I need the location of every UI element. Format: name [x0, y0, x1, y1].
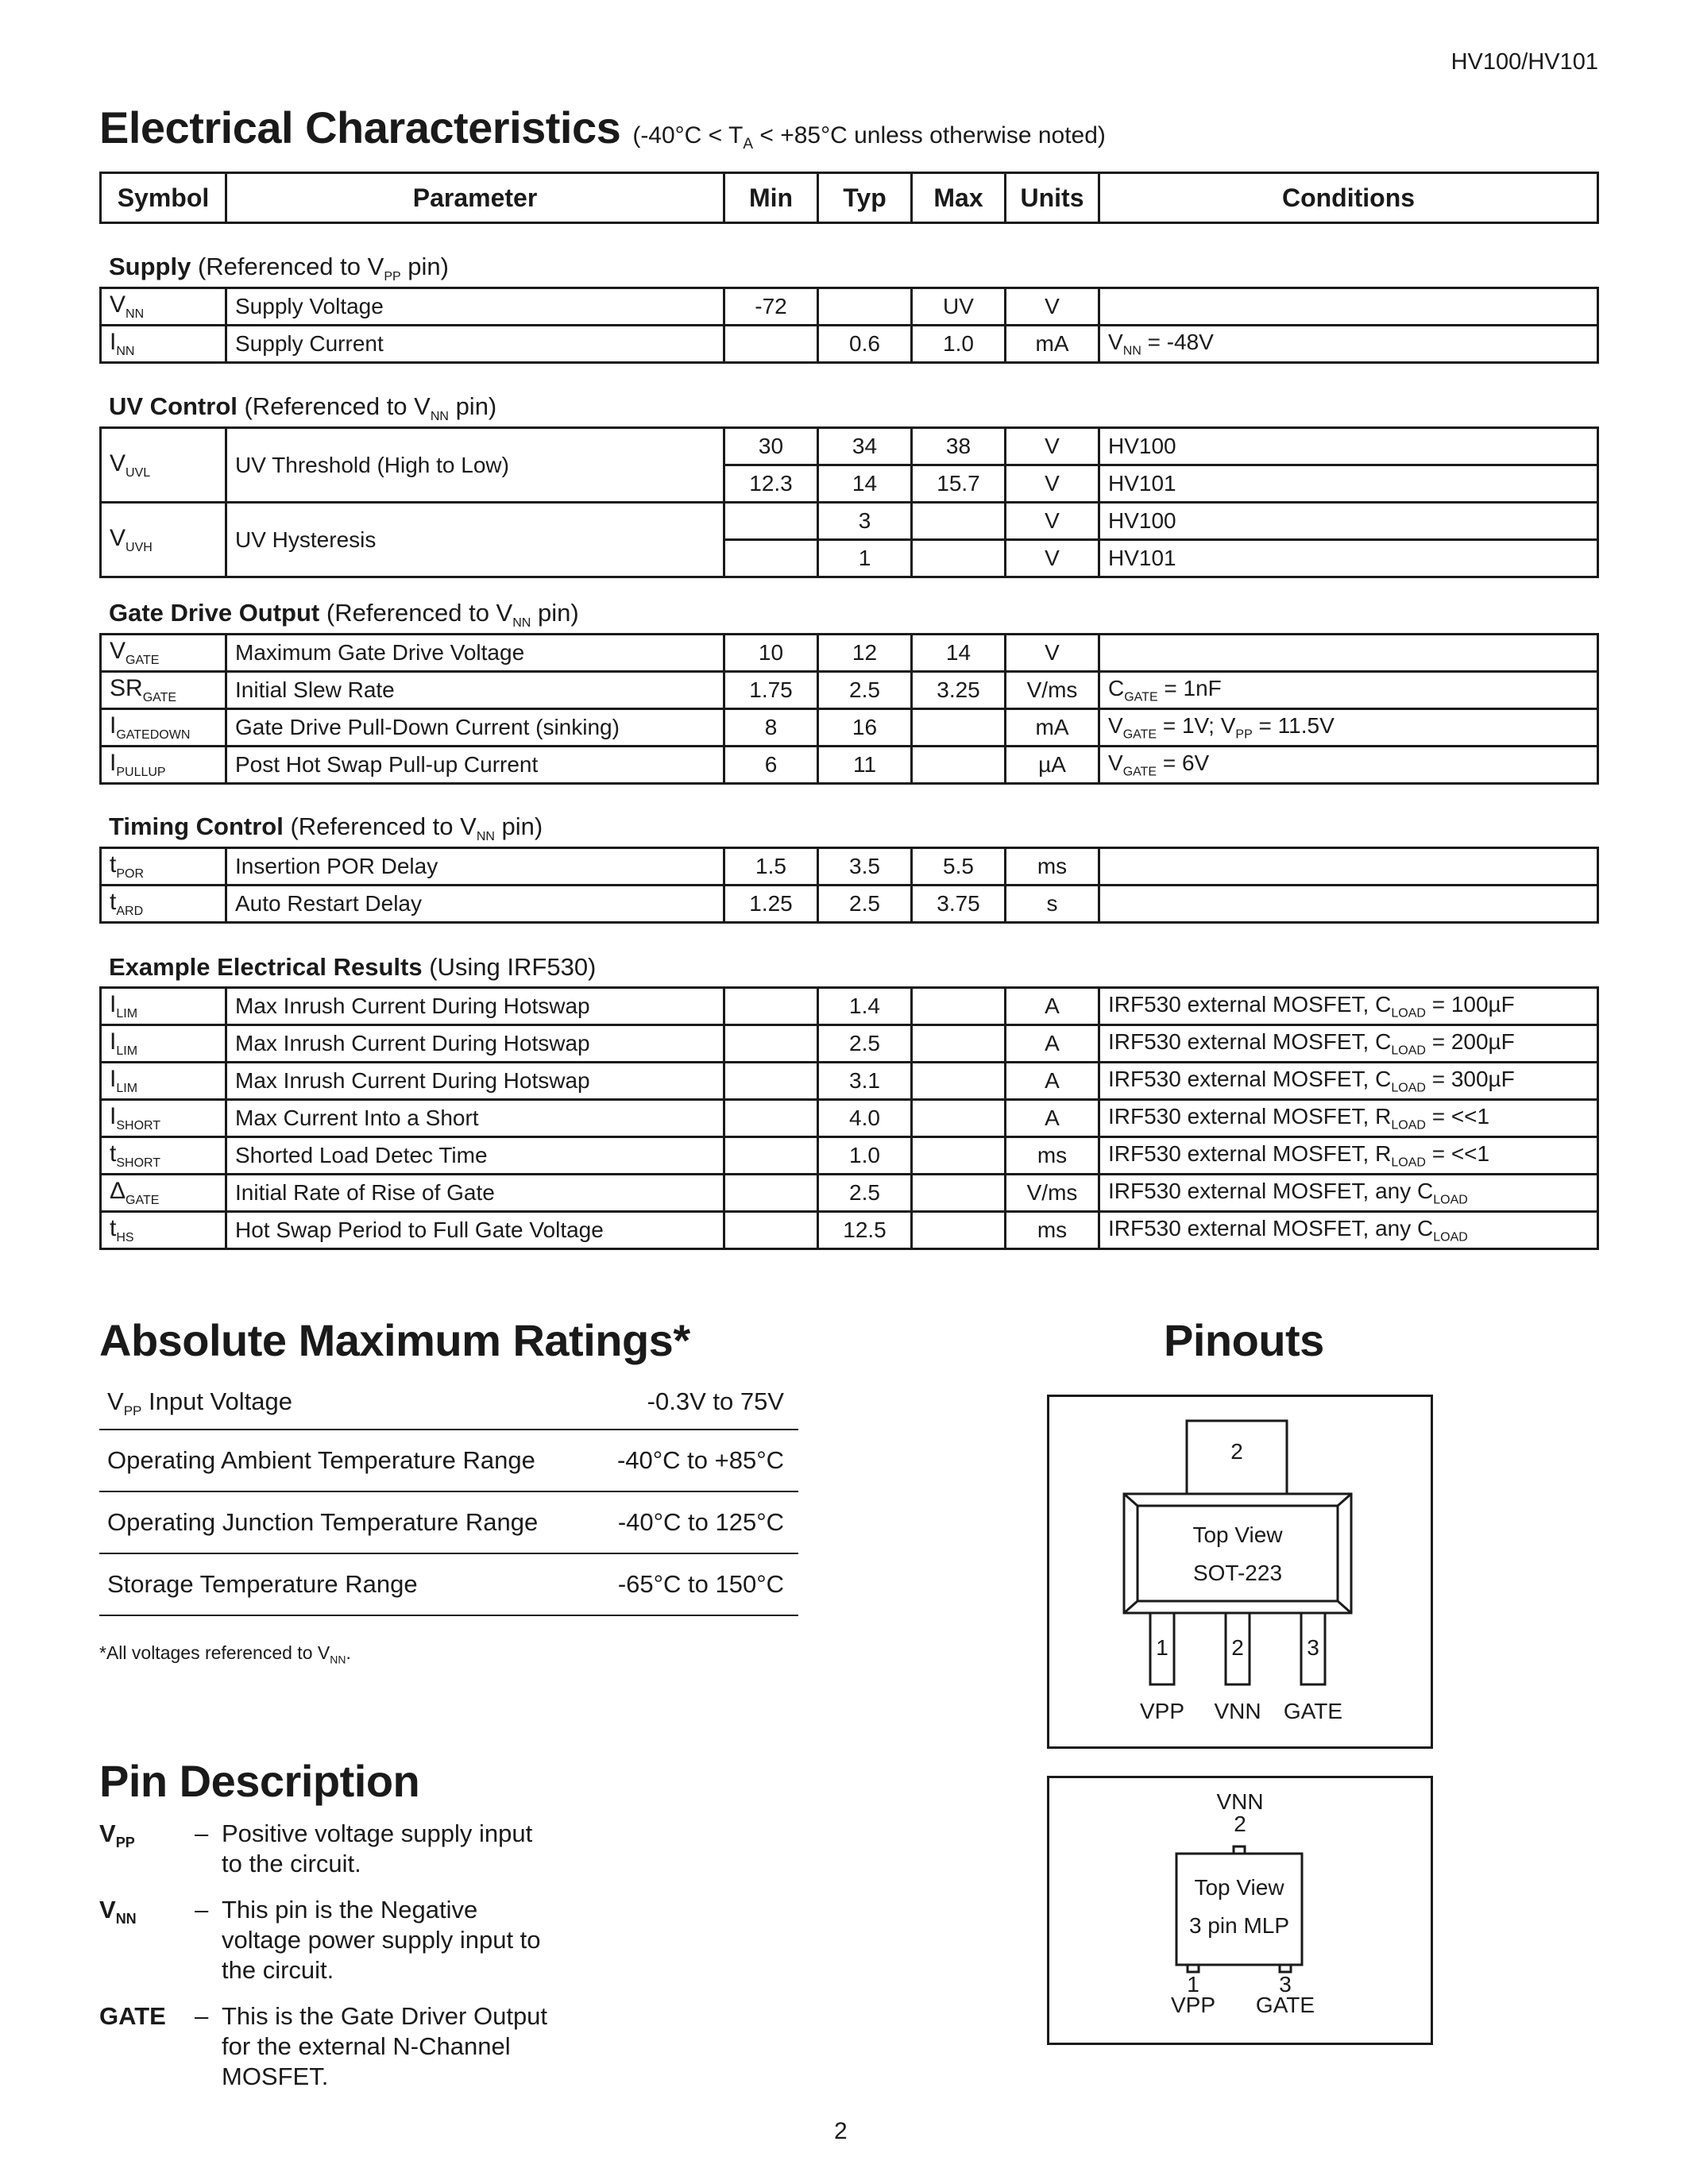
- table-row: [101, 747, 1598, 784]
- symbol-cell: $SR_{GATE}$: [101, 672, 226, 709]
- typ-cell: 1: [818, 540, 912, 577]
- units-cell: V: [1006, 288, 1099, 326]
- sot223-package-label: SOT-223: [1192, 1561, 1283, 1585]
- table-row: [101, 1212, 1598, 1249]
- conditions-cell: $V_{GATE} = 6V$: [1099, 747, 1598, 784]
- pin-dash: –: [195, 1819, 209, 1847]
- typ-cell: 3: [818, 503, 912, 540]
- amr-value: -0.3V to 75V: [647, 1387, 784, 1415]
- conditions-cell: IRF530 external MOSFET, $C_{LOAD} = 100\mu F$: [1099, 988, 1598, 1025]
- units-cell: A: [1006, 988, 1099, 1025]
- symbol-cell: $I_{LIM}$: [101, 1025, 226, 1063]
- table-row: [101, 886, 1598, 923]
- table-row: [101, 1025, 1598, 1063]
- ec-header-row: [101, 173, 1598, 223]
- max-cell: 3.25: [912, 672, 1006, 709]
- sot223-tab-pin-label: 2: [1230, 1439, 1243, 1464]
- table-row: [101, 326, 1598, 363]
- amr-footnote: *All voltages referenced to $V_{NN}$.: [99, 1642, 351, 1666]
- col-typ: Typ: [818, 173, 912, 223]
- symbol-cell: $I_{NN}$: [101, 326, 226, 363]
- list-item: [99, 1492, 798, 1554]
- parameter-cell: Initial Slew Rate: [226, 672, 724, 709]
- col-symbol: Symbol: [101, 173, 226, 223]
- conditions-cell: $C_{GATE} = 1nF$: [1099, 672, 1598, 709]
- typ-cell: 2.5: [818, 1175, 912, 1212]
- col-conditions: Conditions: [1099, 173, 1598, 223]
- table-row: [101, 709, 1598, 747]
- symbol-cell: $t_{HS}$: [101, 1212, 226, 1249]
- min-cell: 6: [724, 747, 818, 784]
- conditions-cell: HV101: [1099, 540, 1598, 577]
- pin-dash: –: [195, 2002, 209, 2030]
- conditions-cell: IRF530 external MOSFET, $C_{LOAD} = 300\mu F$: [1099, 1063, 1598, 1100]
- parameter-cell: Maximum Gate Drive Voltage: [226, 635, 724, 672]
- typ-cell: 3.5: [818, 848, 912, 886]
- conditions-cell: [1099, 848, 1598, 886]
- page-number: 2: [834, 2118, 848, 2144]
- min-cell: [724, 326, 818, 363]
- typ-cell: 16: [818, 709, 912, 747]
- min-cell: [724, 1137, 818, 1175]
- parameter-cell: Hot Swap Period to Full Gate Voltage: [226, 1212, 724, 1249]
- pin-desc: This pin is the Negative voltage power supply input to the circuit.: [222, 1896, 541, 1984]
- pin-desc: This is the Gate Driver Output for the external N-Channel MOSFET.: [222, 2002, 548, 2090]
- sot223-pin-2-label: 2: [1231, 1635, 1244, 1660]
- typ-cell: 3.1: [818, 1063, 912, 1100]
- col-max: Max: [912, 173, 1006, 223]
- max-cell: [912, 503, 1006, 540]
- max-cell: 3.75: [912, 886, 1006, 923]
- parameter-cell: Gate Drive Pull-Down Current (sinking): [226, 709, 724, 747]
- sot223-pin-3-label: 3: [1307, 1635, 1319, 1660]
- mlp-top-pin-name: VNN: [1216, 1789, 1264, 1814]
- parameter-cell: Max Current Into a Short: [226, 1100, 724, 1137]
- max-cell: 5.5: [912, 848, 1006, 886]
- table-row: [101, 1137, 1598, 1175]
- table-row: [101, 428, 1598, 465]
- units-cell: ms: [1006, 1137, 1099, 1175]
- symbol-cell: $I_{PULLUP}$: [101, 747, 226, 784]
- pin-name: GATE: [99, 2002, 166, 2030]
- amr-label: Operating Ambient Temperature Range: [107, 1446, 535, 1474]
- typ-cell: 12.5: [818, 1212, 912, 1249]
- pin-description-title: Pin Description: [99, 1756, 420, 1806]
- min-cell: -72: [724, 288, 818, 326]
- table-row: [101, 288, 1598, 326]
- ec-title: [99, 102, 1106, 153]
- min-cell: [724, 1063, 818, 1100]
- amr-value: -40°C to +85°C: [616, 1446, 784, 1474]
- example-table: [99, 986, 1599, 1250]
- max-cell: [912, 1212, 1006, 1249]
- list-item: [99, 1554, 798, 1616]
- ec-title-text: Electrical Characteristics: [99, 102, 621, 152]
- units-cell: mA: [1006, 326, 1099, 363]
- typ-cell: 1.4: [818, 988, 912, 1025]
- max-cell: 38: [912, 428, 1006, 465]
- min-cell: 30: [724, 428, 818, 465]
- col-min: Min: [724, 173, 818, 223]
- amr-title: Absolute Maximum Ratings*: [99, 1315, 690, 1365]
- pin-dash: –: [195, 1896, 209, 1924]
- group-timing-title: Timing Control (Referenced to $V_{NN}$ pin): [109, 812, 543, 844]
- amr-value: -65°C to 150°C: [617, 1570, 784, 1598]
- min-cell: 12.3: [724, 465, 818, 503]
- max-cell: 15.7: [912, 465, 1006, 503]
- conditions-cell: HV101: [1099, 465, 1598, 503]
- table-row: [101, 848, 1598, 886]
- symbol-cell: $t_{SHORT}$: [101, 1137, 226, 1175]
- pin-name: $V_{NN}$: [99, 1896, 137, 1927]
- amr-list: [99, 1378, 798, 1616]
- parameter-cell: Initial Rate of Rise of Gate: [226, 1175, 724, 1212]
- conditions-cell: $V_{GATE} = 1V$; $V_{PP} = 11.5V$: [1099, 709, 1598, 747]
- min-cell: [724, 988, 818, 1025]
- table-row: [101, 1100, 1598, 1137]
- symbol-cell: $t_{ARD}$: [101, 886, 226, 923]
- units-cell: A: [1006, 1100, 1099, 1137]
- ec-header-table: [99, 172, 1599, 224]
- units-cell: V/ms: [1006, 672, 1099, 709]
- list-item: [99, 1378, 798, 1430]
- parameter-cell: UV Threshold (High to Low): [226, 428, 724, 503]
- typ-cell: 1.0: [818, 1137, 912, 1175]
- pin-desc: Positive voltage supply input to the circuit.: [222, 1819, 533, 1877]
- conditions-cell: [1099, 635, 1598, 672]
- typ-cell: 14: [818, 465, 912, 503]
- min-cell: [724, 1212, 818, 1249]
- max-cell: 14: [912, 635, 1006, 672]
- typ-cell: 2.5: [818, 886, 912, 923]
- mlp-pin-1-label: 1: [1187, 1972, 1199, 1997]
- max-cell: [912, 1137, 1006, 1175]
- units-cell: V: [1006, 540, 1099, 577]
- sot223-pin-1-name: VPP: [1139, 1699, 1185, 1723]
- units-cell: V: [1006, 465, 1099, 503]
- parameter-cell: UV Hysteresis: [226, 503, 724, 577]
- sot223-pin-3-name: GATE: [1283, 1699, 1343, 1723]
- amr-label: $V_{PP}$ Input Voltage: [107, 1387, 292, 1419]
- conditions-cell: HV100: [1099, 428, 1598, 465]
- group-uv-title: UV Control (Referenced to $V_{NN}$ pin): [109, 392, 497, 424]
- max-cell: [912, 1100, 1006, 1137]
- col-parameter: Parameter: [226, 173, 724, 223]
- symbol-cell: $V_{UVH}$: [101, 503, 226, 577]
- typ-cell: 2.5: [818, 672, 912, 709]
- pinouts-title: Pinouts: [1164, 1315, 1324, 1365]
- sot223-view-label: Top View: [1192, 1522, 1283, 1547]
- list-item: [99, 2001, 814, 2092]
- units-cell: ms: [1006, 848, 1099, 886]
- min-cell: [724, 540, 818, 577]
- typ-cell: 12: [818, 635, 912, 672]
- typ-cell: 4.0: [818, 1100, 912, 1137]
- amr-label: Operating Junction Temperature Range: [107, 1508, 539, 1536]
- max-cell: [912, 1025, 1006, 1063]
- units-cell: V/ms: [1006, 1175, 1099, 1212]
- min-cell: [724, 503, 818, 540]
- symbol-cell: $\Delta_{GATE}$: [101, 1175, 226, 1212]
- amr-value: -40°C to 125°C: [617, 1508, 784, 1536]
- mlp-top-pin-label: 2: [1234, 1812, 1246, 1836]
- pin-name: $V_{PP}$: [99, 1819, 135, 1851]
- list-item: [99, 1430, 798, 1492]
- supply-table: [99, 287, 1599, 364]
- typ-cell: 2.5: [818, 1025, 912, 1063]
- typ-cell: 0.6: [818, 326, 912, 363]
- conditions-cell: $V_{NN} = -48V$: [1099, 326, 1598, 363]
- table-row: [101, 672, 1598, 709]
- conditions-cell: IRF530 external MOSFET, $R_{LOAD} = <<1$: [1099, 1100, 1598, 1137]
- parameter-cell: Auto Restart Delay: [226, 886, 724, 923]
- uv-table: [99, 426, 1599, 578]
- mlp-view-label: Top View: [1194, 1875, 1284, 1900]
- parameter-cell: Insertion POR Delay: [226, 848, 724, 886]
- parameter-cell: Max Inrush Current During Hotswap: [226, 1063, 724, 1100]
- max-cell: [912, 988, 1006, 1025]
- parameter-cell: Supply Current: [226, 326, 724, 363]
- min-cell: 8: [724, 709, 818, 747]
- min-cell: 1.25: [724, 886, 818, 923]
- table-row: [101, 988, 1598, 1025]
- min-cell: 10: [724, 635, 818, 672]
- symbol-cell: $t_{POR}$: [101, 848, 226, 886]
- amr-label: Storage Temperature Range: [107, 1570, 418, 1598]
- parameter-cell: Post Hot Swap Pull-up Current: [226, 747, 724, 784]
- sot223-diagram: [1047, 1395, 1433, 1749]
- min-cell: [724, 1100, 818, 1137]
- max-cell: [912, 540, 1006, 577]
- running-header: HV100/HV101: [1450, 49, 1598, 75]
- typ-cell: 11: [818, 747, 912, 784]
- table-row: [101, 1175, 1598, 1212]
- max-cell: [912, 1063, 1006, 1100]
- max-cell: UV: [912, 288, 1006, 326]
- min-cell: [724, 1025, 818, 1063]
- max-cell: [912, 709, 1006, 747]
- conditions-cell: IRF530 external MOSFET, $R_{LOAD} = <<1$: [1099, 1137, 1598, 1175]
- max-cell: [912, 1175, 1006, 1212]
- mlp-diagram: [1047, 1776, 1433, 2045]
- mlp-pin-3-name: GATE: [1255, 1993, 1315, 2017]
- sot223-pin-1-label: 1: [1156, 1635, 1168, 1660]
- table-row: [101, 1063, 1598, 1100]
- gate-table: [99, 633, 1599, 785]
- table-row: [101, 635, 1598, 672]
- conditions-cell: IRF530 external MOSFET, $C_{LOAD} = 200\mu F$: [1099, 1025, 1598, 1063]
- max-cell: [912, 747, 1006, 784]
- units-cell: A: [1006, 1063, 1099, 1100]
- min-cell: 1.5: [724, 848, 818, 886]
- mlp-pin-3-label: 3: [1279, 1972, 1292, 1997]
- col-units: Units: [1006, 173, 1099, 223]
- sot223-pin-2-name: VNN: [1214, 1699, 1261, 1723]
- max-cell: 1.0: [912, 326, 1006, 363]
- symbol-cell: $I_{LIM}$: [101, 988, 226, 1025]
- list-item: [99, 1895, 814, 1985]
- group-gate-title: Gate Drive Output (Referenced to $V_{NN}$ pin): [109, 599, 579, 631]
- table-row: [101, 503, 1598, 540]
- symbol-cell: $I_{SHORT}$: [101, 1100, 226, 1137]
- conditions-cell: [1099, 886, 1598, 923]
- ec-title-note: ($-40^\circ C < T_A < +85^\circ C$ unless otherwise noted): [632, 122, 1106, 152]
- units-cell: V: [1006, 635, 1099, 672]
- min-cell: [724, 1175, 818, 1212]
- units-cell: A: [1006, 1025, 1099, 1063]
- timing-table: [99, 847, 1599, 924]
- units-cell: mA: [1006, 709, 1099, 747]
- mlp-package-label: 3 pin MLP: [1188, 1913, 1290, 1938]
- pin-description-list: [99, 1819, 814, 2108]
- min-cell: 1.75: [724, 672, 818, 709]
- units-cell: s: [1006, 886, 1099, 923]
- list-item: [99, 1819, 814, 1879]
- symbol-cell: $V_{UVL}$: [101, 428, 226, 503]
- symbol-cell: $I_{LIM}$: [101, 1063, 226, 1100]
- group-example-title: Example Electrical Results (Using IRF530): [109, 953, 597, 981]
- typ-cell: 34: [818, 428, 912, 465]
- units-cell: V: [1006, 503, 1099, 540]
- typ-cell: [818, 288, 912, 326]
- symbol-cell: $I_{GATEDOWN}$: [101, 709, 226, 747]
- mlp-pin-1-name: VPP: [1170, 1993, 1216, 2017]
- symbol-cell: $V_{NN}$: [101, 288, 226, 326]
- parameter-cell: Supply Voltage: [226, 288, 724, 326]
- conditions-cell: HV100: [1099, 503, 1598, 540]
- conditions-cell: [1099, 288, 1598, 326]
- group-supply-title: Supply (Referenced to $V_{PP}$ pin): [109, 253, 449, 284]
- parameter-cell: Max Inrush Current During Hotswap: [226, 1025, 724, 1063]
- symbol-cell: $V_{GATE}$: [101, 635, 226, 672]
- units-cell: µA: [1006, 747, 1099, 784]
- conditions-cell: IRF530 external MOSFET, any $C_{LOAD}$: [1099, 1212, 1598, 1249]
- parameter-cell: Max Inrush Current During Hotswap: [226, 988, 724, 1025]
- units-cell: V: [1006, 428, 1099, 465]
- parameter-cell: Shorted Load Detec Time: [226, 1137, 724, 1175]
- units-cell: ms: [1006, 1212, 1099, 1249]
- conditions-cell: IRF530 external MOSFET, any $C_{LOAD}$: [1099, 1175, 1598, 1212]
